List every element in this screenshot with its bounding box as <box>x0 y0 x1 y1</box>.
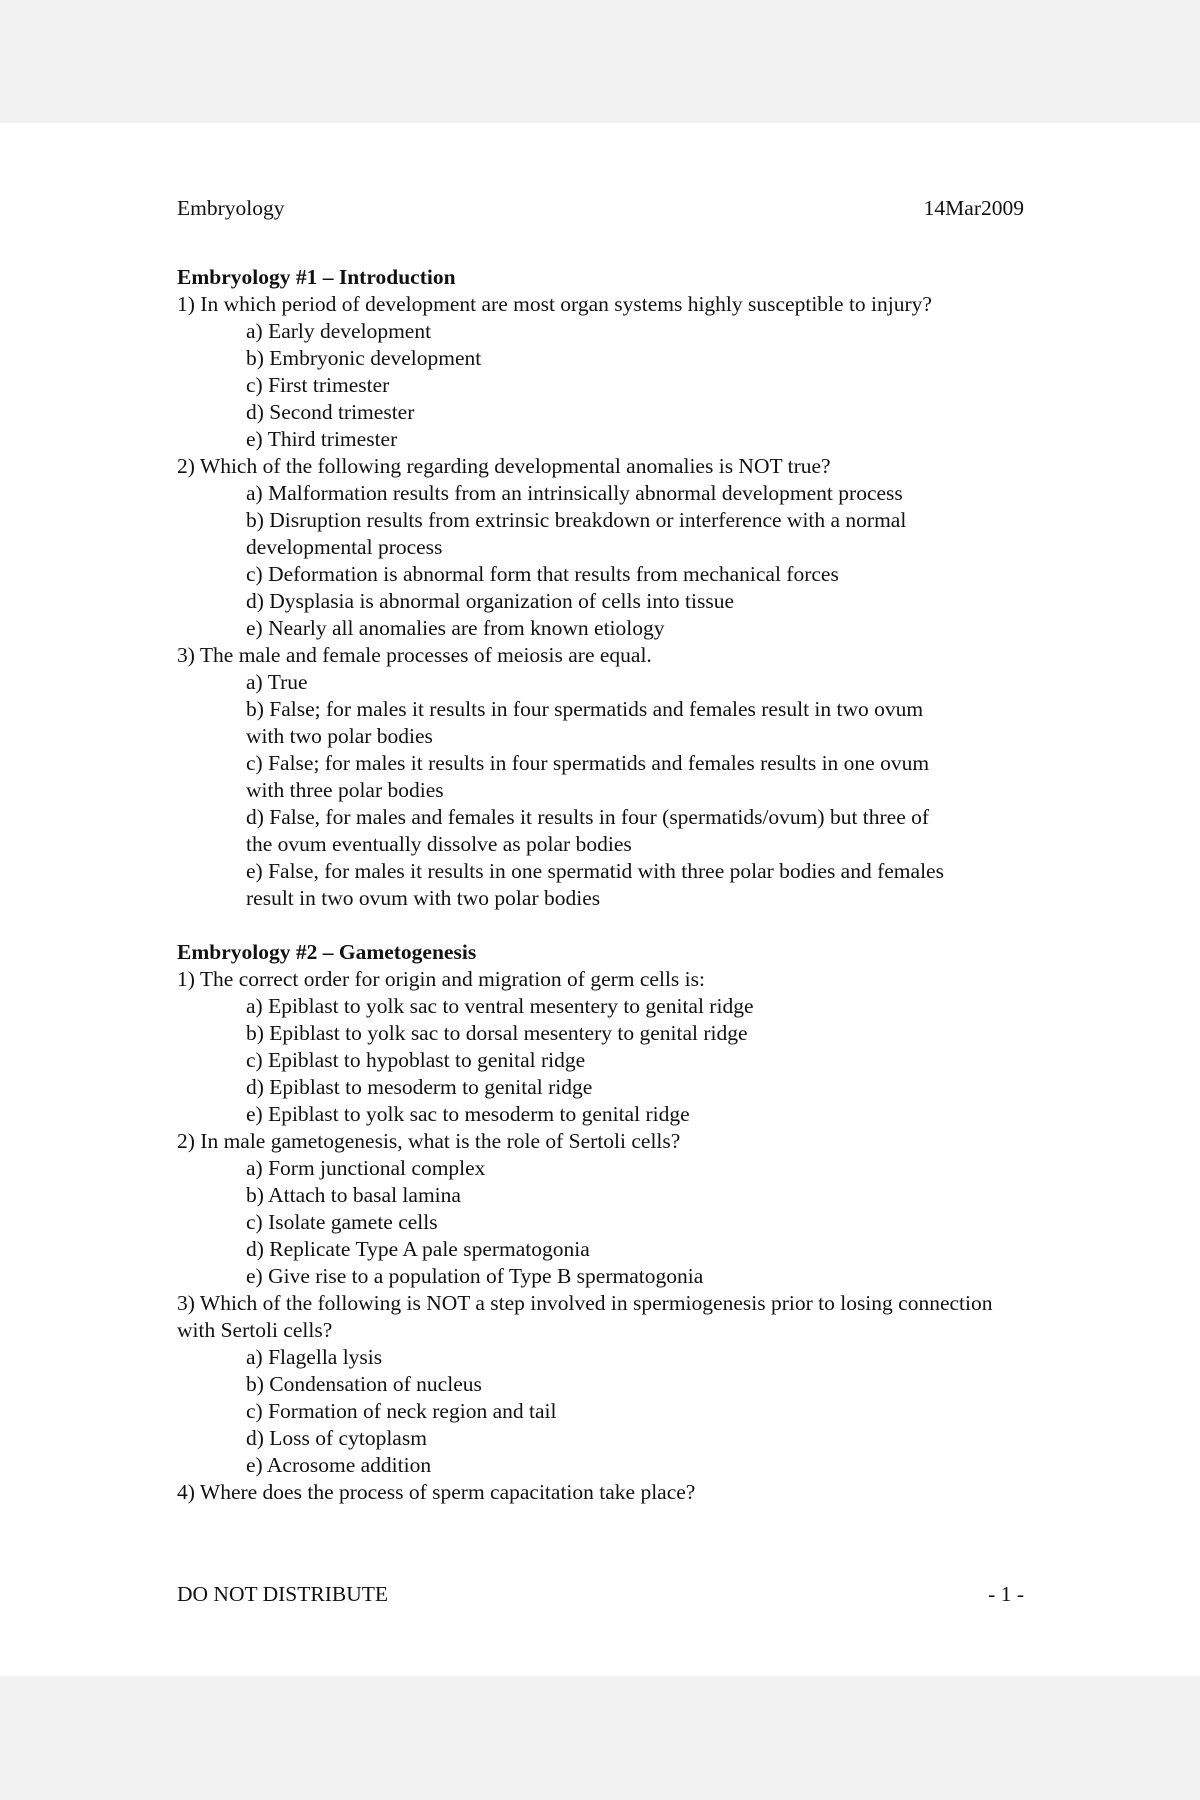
question-block <box>177 642 1024 912</box>
answer-option: c) Epiblast to hypoblast to genital ridge <box>246 1048 586 1072</box>
answer-option-line: b) Disruption results from extrinsic breakdown or interference with a normal <box>246 508 907 532</box>
section-gametogenesis <box>177 939 1024 1506</box>
answer-option-line: b) False; for males it results in four spermatids and females result in two ovum <box>246 697 924 721</box>
question-text: 2) Which of the following regarding developmental anomalies is NOT true? <box>177 454 831 478</box>
question-block <box>177 1128 1024 1290</box>
answer-option-line: with two polar bodies <box>246 724 433 748</box>
question-text: 3) The male and female processes of meiosis are equal. <box>177 643 652 667</box>
answer-option: b) Attach to basal lamina <box>246 1183 461 1207</box>
answer-option: a) Flagella lysis <box>246 1345 383 1369</box>
page-header <box>177 195 1024 222</box>
answer-option: a) Early development <box>246 319 432 343</box>
section-title: Embryology #2 – Gametogenesis <box>177 940 477 964</box>
answer-option <box>177 804 1024 858</box>
page-footer <box>177 1581 1024 1608</box>
answer-option-line: e) False, for males it results in one spermatid with three polar bodies and females <box>246 859 944 883</box>
section-introduction <box>177 264 1024 912</box>
answer-option: d) Loss of cytoplasm <box>246 1426 427 1450</box>
document-body <box>177 264 1024 1506</box>
question-text: 1) In which period of development are most organ systems highly susceptible to injury? <box>177 292 932 316</box>
answer-option-line: d) False, for males and females it results in four (spermatids/ovum) but three of <box>246 805 930 829</box>
answer-option <box>177 696 1024 750</box>
answer-option: d) Dysplasia is abnormal organization of cells into tissue <box>246 589 735 613</box>
answer-option-line: the ovum eventually dissolve as polar bodies <box>246 832 632 856</box>
answer-option: b) Embryonic development <box>246 346 482 370</box>
question-block <box>177 453 1024 642</box>
answer-option <box>177 750 1024 804</box>
answer-option: a) True <box>246 670 308 694</box>
answer-option-line: developmental process <box>246 535 443 559</box>
question-block <box>177 1479 1024 1506</box>
answer-option <box>177 858 1024 912</box>
question-text: 4) Where does the process of sperm capacitation take place? <box>177 1480 696 1504</box>
answer-option: b) Epiblast to yolk sac to dorsal mesentery to genital ridge <box>246 1021 748 1045</box>
section-title: Embryology #1 – Introduction <box>177 265 456 289</box>
answer-option: c) First trimester <box>246 373 390 397</box>
question-block <box>177 291 1024 453</box>
question-block <box>177 966 1024 1128</box>
answer-option: e) Give rise to a population of Type B spermatogonia <box>246 1264 704 1288</box>
question-text: 3) Which of the following is NOT a step involved in spermiogenesis prior to losing connection with Sertoli cells? <box>177 1291 993 1342</box>
header-date: 14Mar2009 <box>923 196 1024 220</box>
answer-option-line: result in two ovum with two polar bodies <box>246 886 601 910</box>
answer-option-line: with three polar bodies <box>246 778 444 802</box>
answer-option: b) Condensation of nucleus <box>246 1372 482 1396</box>
header-subject: Embryology <box>177 196 285 220</box>
answer-option: a) Malformation results from an intrinsically abnormal development process <box>246 481 903 505</box>
answer-option: e) Third trimester <box>246 427 398 451</box>
answer-option: e) Acrosome addition <box>246 1453 432 1477</box>
answer-option: c) Isolate gamete cells <box>246 1210 438 1234</box>
answer-option: e) Nearly all anomalies are from known etiology <box>246 616 665 640</box>
page-number: - 1 - <box>988 1582 1024 1606</box>
answer-option: d) Second trimester <box>246 400 415 424</box>
footer-notice: DO NOT DISTRIBUTE <box>177 1582 389 1606</box>
answer-option <box>177 507 1024 561</box>
answer-option: c) Formation of neck region and tail <box>246 1399 557 1423</box>
answer-option: e) Epiblast to yolk sac to mesoderm to genital ridge <box>246 1102 690 1126</box>
question-text: 1) The correct order for origin and migration of germ cells is: <box>177 967 705 991</box>
answer-option-line: c) False; for males it results in four spermatids and females results in one ovum <box>246 751 930 775</box>
answer-option: c) Deformation is abnormal form that results from mechanical forces <box>246 562 839 586</box>
answer-option: d) Replicate Type A pale spermatogonia <box>246 1237 590 1261</box>
answer-option: d) Epiblast to mesoderm to genital ridge <box>246 1075 593 1099</box>
question-text: 2) In male gametogenesis, what is the role of Sertoli cells? <box>177 1129 681 1153</box>
answer-option: a) Epiblast to yolk sac to ventral mesentery to genital ridge <box>246 994 754 1018</box>
question-block <box>177 1290 1024 1479</box>
answer-option: a) Form junctional complex <box>246 1156 486 1180</box>
